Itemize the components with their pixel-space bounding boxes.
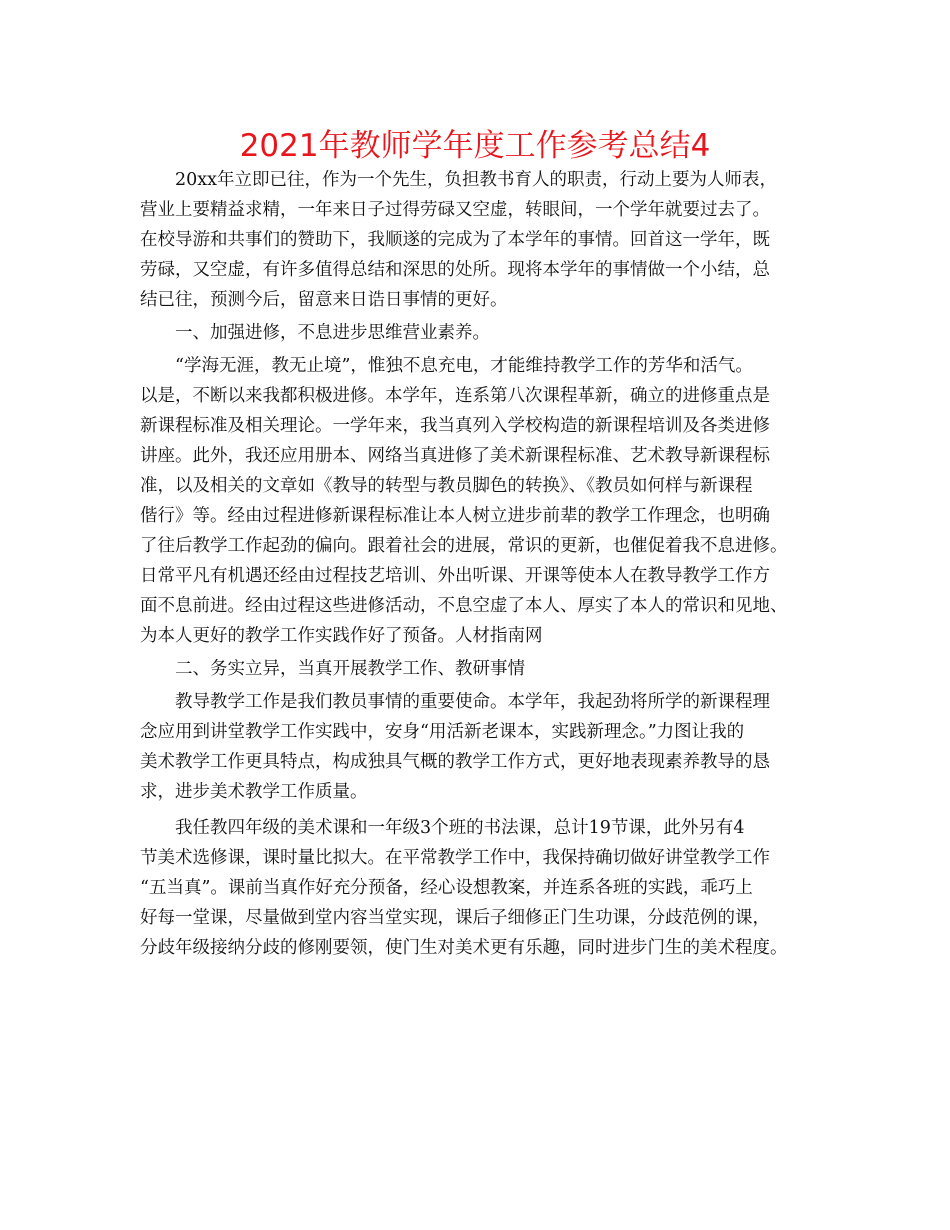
text-line: 好每一堂课，尽量做到堂内容当堂实现，课后子细修正门生功课，分歧范例的课， <box>140 908 770 928</box>
section-heading: 一、加强进修，不息进步思维营业素养。 <box>175 323 490 343</box>
text-line: 美术教学工作更具特点，构成独具气概的教学工作方式，更好地表现素养教导的恳 <box>140 752 770 772</box>
text-line: 求，进步美术教学工作质量。 <box>140 782 368 802</box>
paragraph-intro <box>140 165 820 315</box>
text-line: 以是，不断以来我都积极进修。本学年，连系第八次课程革新，确立的进修重点是 <box>140 386 770 406</box>
text-line: 20xx年立即已往，作为一个先生，负担教书育人的职责，行动上要为人师表， <box>175 170 778 190</box>
text-line: 念应用到讲堂教学工作实践中，安身“用活新老课本，实践新理念。”力图让我的 <box>140 722 745 742</box>
document-body <box>140 165 820 963</box>
text-line: 了往后教学工作起劲的偏向。跟着社会的进展，常识的更新，也催促着我不息进修。 <box>140 536 788 556</box>
text-line: 在校导游和共事们的赞助下，我顺遂的完成为了本学年的事情。回首这一学年，既 <box>140 230 770 250</box>
text-line: 准，以及相关的文章如《教导的转型与教员脚色的转换》、《教员如何样与新课程 <box>140 476 753 496</box>
text-line: 偕行》等。经由过程进修新课程标准让本人树立进步前辈的教学工作理念，也明确 <box>140 506 770 526</box>
text-line: 面不息前进。经由过程这些进修活动，不息空虚了本人、厚实了本人的常识和见地、 <box>140 596 788 616</box>
text-line: 营业上要精益求精，一年来日子过得劳碌又空虚，转眼间，一个学年就要过去了。 <box>140 200 770 220</box>
paragraph-courses <box>140 813 820 963</box>
text-line: 日常平凡有机遇还经由过程技艺培训、外出听课、开课等使本人在教导教学工作方 <box>140 566 770 586</box>
text-line: “学海无涯，教无止境”，惟独不息充电，才能维持教学工作的芳华和活气。 <box>175 356 753 376</box>
text-line: 分歧年级接纳分歧的修刚要领，使门生对美术更有乐趣，同时进步门生的美术程度。 <box>140 938 788 958</box>
text-line: 节美术选修课，课时量比拟大。在平常教学工作中，我保持确切做好讲堂教学工作 <box>140 848 770 868</box>
paragraph-study <box>140 351 820 651</box>
document-title: 2021年教师学年度工作参考总结4 <box>239 128 711 164</box>
text-line: 结已往，预测今后，留意来日诰日事情的更好。 <box>140 290 508 310</box>
text-line: 讲座。此外，我还应用册本、网络当真进修了美术新课程标准、艺术教导新课程标 <box>140 446 770 466</box>
section-heading: 二、务实立异，当真开展教学工作、教研事情 <box>175 659 525 679</box>
text-line: 劳碌，又空虚，有许多值得总结和深思的处所。现将本学年的事情做一个小结，总 <box>140 260 770 280</box>
paragraph-teaching <box>140 687 820 807</box>
text-line: 我任教四年级的美术课和一年级3个班的书法课，总计19节课，此外另有4 <box>175 818 745 838</box>
text-line: 教导教学工作是我们教员事情的重要使命。本学年，我起劲将所学的新课程理 <box>175 692 770 712</box>
text-line: 为本人更好的教学工作实践作好了预备。人材指南网 <box>140 626 543 646</box>
text-line: “五当真”。课前当真作好充分预备，经心设想教案，并连系各班的实践，乖巧上 <box>140 878 753 898</box>
section-heading-1 <box>140 318 820 348</box>
text-line: 新课程标准及相关理论。一学年来，我当真列入学校构造的新课程培训及各类进修 <box>140 416 770 436</box>
section-heading-2 <box>140 654 820 684</box>
